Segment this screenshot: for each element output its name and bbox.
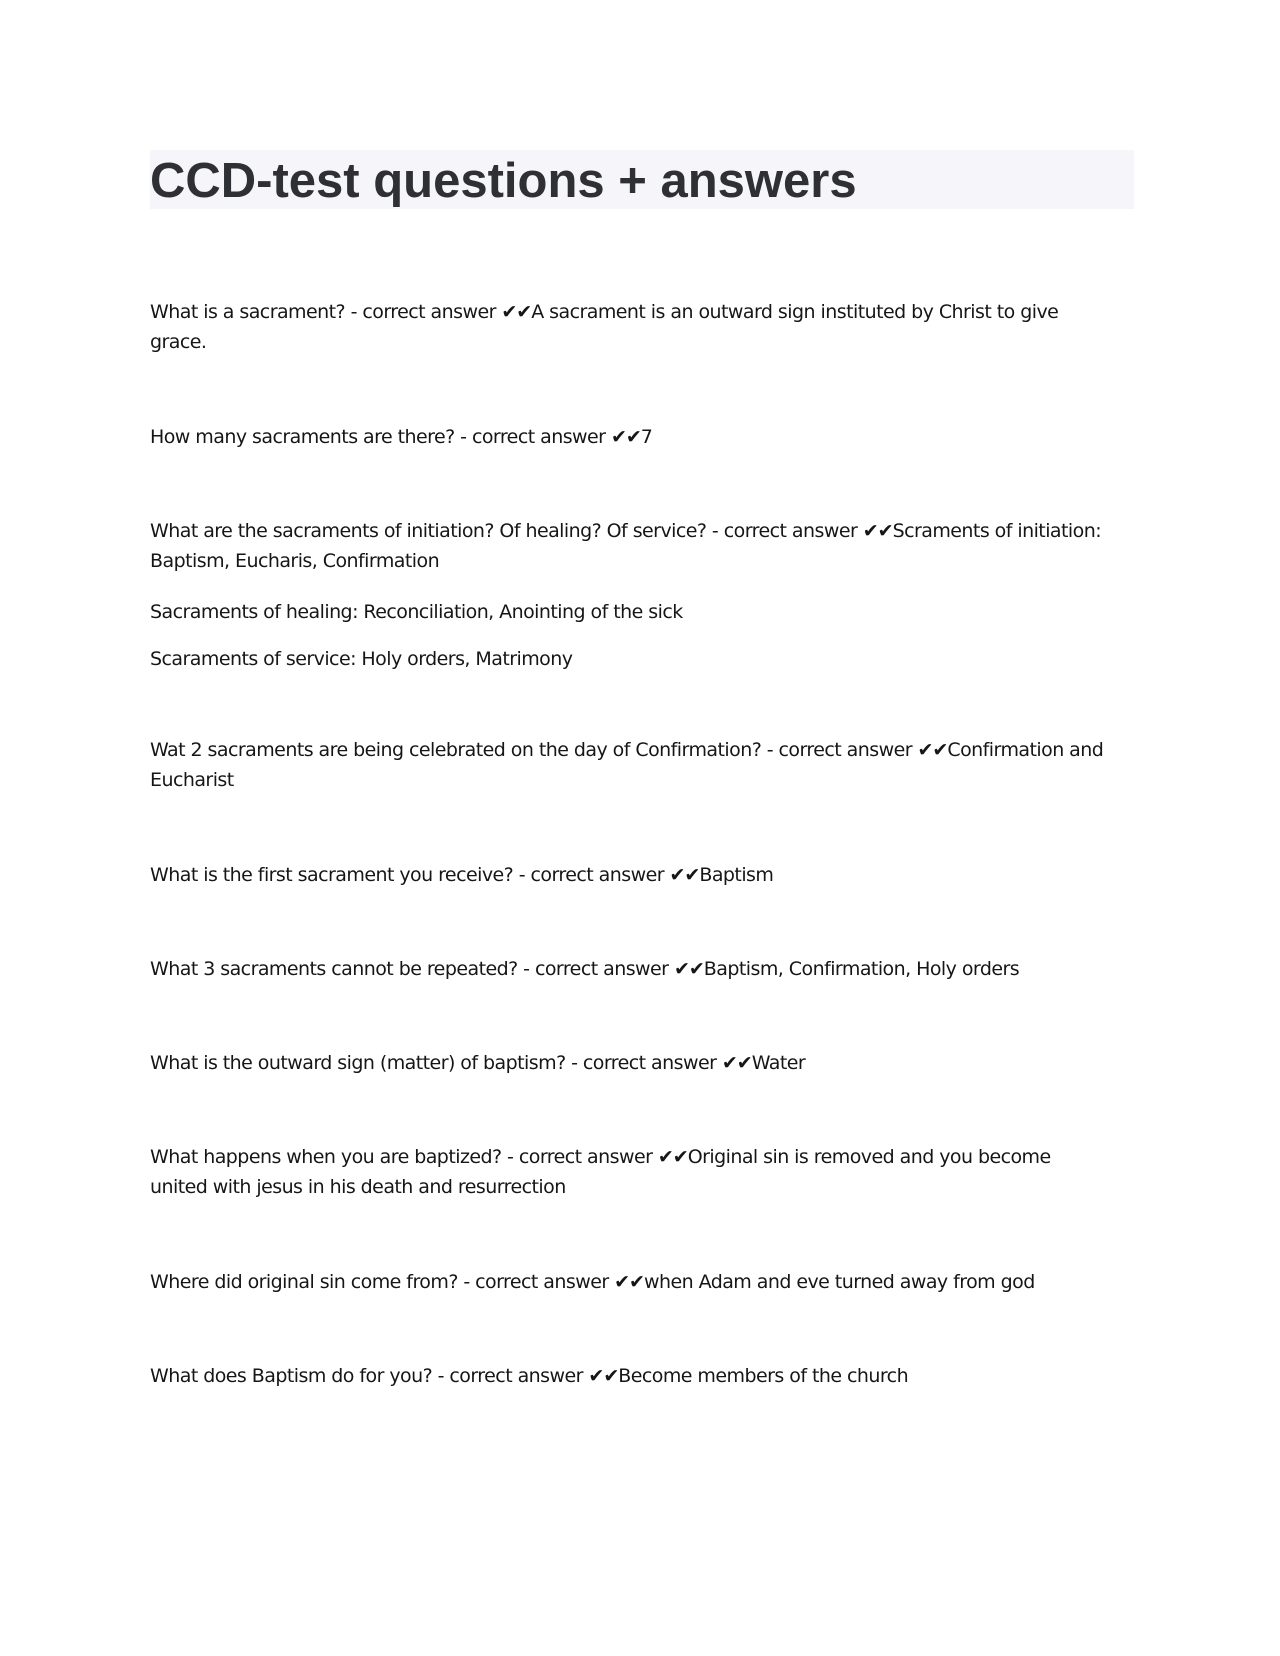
qa-item-5 (150, 860, 1112, 890)
qa-item-1 (150, 297, 1112, 357)
correct-answer-label: - correct answer (457, 1271, 615, 1293)
question-text: Where did original sin come from? (150, 1271, 458, 1293)
correct-answer-label: - correct answer (761, 739, 918, 761)
question-text: What is the outward sign (matter) of baptism? (150, 1052, 566, 1074)
answer-text: Water (751, 1052, 806, 1074)
correct-answer-label: - correct answer (501, 1146, 658, 1168)
qa-item-3-line-2: Sacraments of healing: Reconciliation, Anointing of the sick (150, 601, 683, 623)
check-marks-icon: ✔✔ (673, 958, 704, 980)
qa-item-3-line-3: Scaraments of service: Holy orders, Matrimony (150, 648, 573, 670)
question-text: How many sacraments are there? (150, 426, 455, 448)
correct-answer-label: - correct answer (565, 1052, 722, 1074)
qa-item-10 (150, 1361, 1112, 1391)
answer-text: Original sin is removed and you become united with jesus in his death and resurrection (150, 1146, 1051, 1198)
correct-answer-label: - correct answer (432, 1365, 589, 1387)
qa-item-9 (150, 1267, 1112, 1297)
page-title: CCD-test questions + answers (150, 154, 857, 208)
question-text: What is a sacrament? (150, 301, 346, 323)
correct-answer-label: - correct answer (517, 958, 674, 980)
check-marks-icon: ✔✔ (614, 1271, 644, 1293)
qa-item-6 (150, 954, 1112, 984)
qa-item-2 (150, 422, 1112, 452)
check-marks-icon: ✔✔ (657, 1146, 688, 1168)
check-marks-icon: ✔✔ (610, 426, 641, 448)
check-marks-icon: ✔✔ (917, 739, 948, 761)
correct-answer-label: - correct answer (706, 520, 863, 542)
correct-answer-label: - correct answer (454, 426, 611, 448)
check-marks-icon: ✔✔ (862, 520, 893, 542)
answer-text: Scraments of initiation: Baptism, Eucharis, Confirmation (150, 520, 1102, 572)
question-text: What is the first sacrament you receive? (150, 864, 514, 886)
answer-text: Baptism (699, 864, 774, 886)
answer-text: Become members of the church (618, 1365, 909, 1387)
answer-text: 7 (640, 426, 653, 448)
qa-item-4 (150, 735, 1112, 795)
answer-text: Confirmation and Eucharist (150, 739, 1104, 791)
correct-answer-label: - correct answer (345, 301, 502, 323)
answer-text: when Adam and eve turned away from god (643, 1271, 1035, 1293)
question-text: What 3 sacraments cannot be repeated? (150, 958, 518, 980)
qa-item-7 (150, 1048, 1112, 1078)
question-text: What happens when you are baptized? (150, 1146, 502, 1168)
answer-text: A sacrament is an outward sign instituted by Christ to give grace. (150, 301, 1059, 353)
question-text: Wat 2 sacraments are being celebrated on the day of Confirmation? (150, 739, 762, 761)
answer-text: Baptism, Confirmation, Holy orders (703, 958, 1020, 980)
correct-answer-label: - correct answer (513, 864, 670, 886)
question-text: What does Baptism do for you? (150, 1365, 433, 1387)
check-marks-icon: ✔✔ (721, 1052, 752, 1074)
check-marks-icon: ✔✔ (501, 301, 532, 323)
qa-item-3 (150, 516, 1112, 576)
question-text: What are the sacraments of initiation? Of healing? Of service? (150, 520, 707, 542)
qa-item-8 (150, 1142, 1112, 1202)
check-marks-icon: ✔✔ (588, 1365, 619, 1387)
check-marks-icon: ✔✔ (669, 864, 700, 886)
